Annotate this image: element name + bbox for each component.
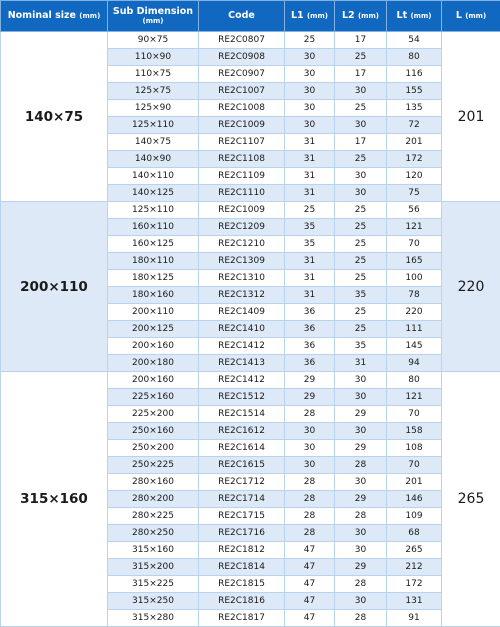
sub-dimension-cell: 280×160 <box>108 474 199 491</box>
l2-cell: 29 <box>335 491 387 508</box>
l1-cell: 25 <box>285 32 335 49</box>
table-row <box>1 372 500 389</box>
lt-cell: 220 <box>387 304 442 321</box>
header-l1-label: L1 <box>291 10 304 21</box>
code-cell: RE2C1412 <box>199 372 285 389</box>
code-cell: RE2C1815 <box>199 576 285 593</box>
header-nominal-unit: (mm) <box>79 12 100 20</box>
l2-cell: 25 <box>335 304 387 321</box>
lt-cell: 121 <box>387 219 442 236</box>
code-cell: RE2C1007 <box>199 83 285 100</box>
nominal-size-cell: 140×75 <box>1 32 108 202</box>
sub-dimension-cell: 250×200 <box>108 440 199 457</box>
lt-cell: 94 <box>387 355 442 372</box>
l2-cell: 29 <box>335 559 387 576</box>
lt-cell: 68 <box>387 525 442 542</box>
l1-cell: 28 <box>285 491 335 508</box>
code-cell: RE2C1310 <box>199 270 285 287</box>
lt-cell: 108 <box>387 440 442 457</box>
lt-cell: 80 <box>387 372 442 389</box>
l2-cell: 30 <box>335 525 387 542</box>
lt-cell: 100 <box>387 270 442 287</box>
l1-cell: 35 <box>285 219 335 236</box>
l1-cell: 31 <box>285 185 335 202</box>
code-cell: RE2C1109 <box>199 168 285 185</box>
l1-cell: 31 <box>285 151 335 168</box>
l1-cell: 35 <box>285 236 335 253</box>
l1-cell: 25 <box>285 202 335 219</box>
sub-dimension-cell: 280×225 <box>108 508 199 525</box>
l1-cell: 31 <box>285 287 335 304</box>
l2-cell: 28 <box>335 610 387 627</box>
l2-cell: 30 <box>335 593 387 610</box>
lt-cell: 80 <box>387 49 442 66</box>
l2-cell: 25 <box>335 270 387 287</box>
l1-cell: 28 <box>285 525 335 542</box>
l2-cell: 25 <box>335 100 387 117</box>
code-cell: RE2C1614 <box>199 440 285 457</box>
l2-cell: 35 <box>335 287 387 304</box>
code-cell: RE2C1413 <box>199 355 285 372</box>
lt-cell: 56 <box>387 202 442 219</box>
lt-cell: 120 <box>387 168 442 185</box>
code-cell: RE2C1716 <box>199 525 285 542</box>
sub-dimension-cell: 250×225 <box>108 457 199 474</box>
code-cell: RE2C1312 <box>199 287 285 304</box>
l1-cell: 30 <box>285 117 335 134</box>
l2-cell: 28 <box>335 508 387 525</box>
header-l2 <box>335 1 387 32</box>
lt-cell: 70 <box>387 457 442 474</box>
lt-cell: 201 <box>387 474 442 491</box>
l1-cell: 31 <box>285 134 335 151</box>
l2-cell: 30 <box>335 474 387 491</box>
code-cell: RE2C1612 <box>199 423 285 440</box>
l1-cell: 47 <box>285 542 335 559</box>
l2-cell: 25 <box>335 321 387 338</box>
l2-cell: 28 <box>335 457 387 474</box>
lt-cell: 172 <box>387 151 442 168</box>
lt-cell: 265 <box>387 542 442 559</box>
code-cell: RE2C1712 <box>199 474 285 491</box>
code-cell: RE2C1817 <box>199 610 285 627</box>
l2-cell: 25 <box>335 151 387 168</box>
l2-cell: 35 <box>335 338 387 355</box>
lt-cell: 146 <box>387 491 442 508</box>
lt-cell: 165 <box>387 253 442 270</box>
header-l-label: L <box>456 10 462 21</box>
header-l2-unit: (mm) <box>358 12 379 20</box>
code-cell: RE2C1110 <box>199 185 285 202</box>
l-value-cell: 201 <box>442 32 500 202</box>
lt-cell: 158 <box>387 423 442 440</box>
lt-cell: 70 <box>387 406 442 423</box>
l2-cell: 25 <box>335 202 387 219</box>
sub-dimension-cell: 160×125 <box>108 236 199 253</box>
lt-cell: 172 <box>387 576 442 593</box>
lt-cell: 91 <box>387 610 442 627</box>
l2-cell: 30 <box>335 423 387 440</box>
code-cell: RE2C1412 <box>199 338 285 355</box>
table-row <box>1 202 500 219</box>
l1-cell: 28 <box>285 508 335 525</box>
header-code-label: Code <box>228 10 255 21</box>
nominal-size-cell: 315×160 <box>1 372 108 627</box>
l1-cell: 31 <box>285 253 335 270</box>
code-cell: RE2C1009 <box>199 202 285 219</box>
sub-dimension-cell: 140×125 <box>108 185 199 202</box>
code-cell: RE2C1409 <box>199 304 285 321</box>
l1-cell: 31 <box>285 168 335 185</box>
sub-dimension-cell: 315×225 <box>108 576 199 593</box>
header-sub-label: Sub Dimension <box>113 6 193 17</box>
lt-cell: 145 <box>387 338 442 355</box>
l1-cell: 30 <box>285 423 335 440</box>
l2-cell: 29 <box>335 406 387 423</box>
header-l1 <box>285 1 335 32</box>
lt-cell: 70 <box>387 236 442 253</box>
l2-cell: 17 <box>335 134 387 151</box>
l1-cell: 47 <box>285 576 335 593</box>
l1-cell: 29 <box>285 389 335 406</box>
sub-dimension-cell: 110×90 <box>108 49 199 66</box>
l1-cell: 30 <box>285 66 335 83</box>
code-cell: RE2C1814 <box>199 559 285 576</box>
header-lt-unit: (mm) <box>410 12 431 20</box>
sub-dimension-cell: 160×110 <box>108 219 199 236</box>
code-cell: RE2C0907 <box>199 66 285 83</box>
l2-cell: 30 <box>335 83 387 100</box>
l2-cell: 28 <box>335 576 387 593</box>
code-cell: RE2C1108 <box>199 151 285 168</box>
lt-cell: 121 <box>387 389 442 406</box>
l2-cell: 30 <box>335 168 387 185</box>
l1-cell: 30 <box>285 100 335 117</box>
code-cell: RE2C1816 <box>199 593 285 610</box>
lt-cell: 78 <box>387 287 442 304</box>
sub-dimension-cell: 180×110 <box>108 253 199 270</box>
code-cell: RE2C1008 <box>199 100 285 117</box>
header-sub-unit: (mm) <box>108 17 198 25</box>
l2-cell: 31 <box>335 355 387 372</box>
code-cell: RE2C1714 <box>199 491 285 508</box>
table-body <box>1 32 500 627</box>
lt-cell: 212 <box>387 559 442 576</box>
l1-cell: 47 <box>285 610 335 627</box>
l2-cell: 30 <box>335 389 387 406</box>
sub-dimension-cell: 200×160 <box>108 338 199 355</box>
sub-dimension-cell: 140×75 <box>108 134 199 151</box>
lt-cell: 135 <box>387 100 442 117</box>
header-nominal-label: Nominal size <box>8 10 76 21</box>
code-cell: RE2C1107 <box>199 134 285 151</box>
lt-cell: 116 <box>387 66 442 83</box>
l2-cell: 30 <box>335 185 387 202</box>
sub-dimension-cell: 125×90 <box>108 100 199 117</box>
l2-cell: 25 <box>335 253 387 270</box>
sub-dimension-cell: 180×125 <box>108 270 199 287</box>
sub-dimension-cell: 315×200 <box>108 559 199 576</box>
l-value-cell: 265 <box>442 372 500 627</box>
l1-cell: 36 <box>285 338 335 355</box>
l2-cell: 17 <box>335 66 387 83</box>
lt-cell: 201 <box>387 134 442 151</box>
header-row <box>1 1 500 32</box>
sub-dimension-cell: 140×110 <box>108 168 199 185</box>
header-nominal-size <box>1 1 108 32</box>
code-cell: RE2C1615 <box>199 457 285 474</box>
l1-cell: 31 <box>285 270 335 287</box>
lt-cell: 75 <box>387 185 442 202</box>
sub-dimension-cell: 125×110 <box>108 202 199 219</box>
lt-cell: 131 <box>387 593 442 610</box>
code-cell: RE2C1209 <box>199 219 285 236</box>
header-code <box>199 1 285 32</box>
l2-cell: 25 <box>335 219 387 236</box>
sub-dimension-cell: 280×200 <box>108 491 199 508</box>
l2-cell: 30 <box>335 117 387 134</box>
code-cell: RE2C1210 <box>199 236 285 253</box>
lt-cell: 54 <box>387 32 442 49</box>
header-l2-label: L2 <box>342 10 355 21</box>
sub-dimension-cell: 200×110 <box>108 304 199 321</box>
l2-cell: 17 <box>335 32 387 49</box>
sub-dimension-cell: 315×280 <box>108 610 199 627</box>
l1-cell: 47 <box>285 593 335 610</box>
sub-dimension-cell: 200×180 <box>108 355 199 372</box>
sub-dimension-cell: 315×250 <box>108 593 199 610</box>
sub-dimension-cell: 200×160 <box>108 372 199 389</box>
l2-cell: 30 <box>335 542 387 559</box>
sub-dimension-cell: 90×75 <box>108 32 199 49</box>
header-l-unit: (mm) <box>465 12 486 20</box>
l2-cell: 25 <box>335 49 387 66</box>
l1-cell: 47 <box>285 559 335 576</box>
sub-dimension-cell: 140×90 <box>108 151 199 168</box>
lt-cell: 109 <box>387 508 442 525</box>
lt-cell: 111 <box>387 321 442 338</box>
header-l1-unit: (mm) <box>307 12 328 20</box>
l1-cell: 30 <box>285 83 335 100</box>
header-lt-label: Lt <box>397 10 408 21</box>
sub-dimension-cell: 315×160 <box>108 542 199 559</box>
nominal-size-cell: 200×110 <box>1 202 108 372</box>
l2-cell: 30 <box>335 372 387 389</box>
l1-cell: 28 <box>285 474 335 491</box>
sub-dimension-cell: 180×160 <box>108 287 199 304</box>
l1-cell: 30 <box>285 440 335 457</box>
header-sub-dimension <box>108 1 199 32</box>
header-lt <box>387 1 442 32</box>
sub-dimension-cell: 200×125 <box>108 321 199 338</box>
l1-cell: 36 <box>285 321 335 338</box>
code-cell: RE2C1715 <box>199 508 285 525</box>
table-row <box>1 32 500 49</box>
sub-dimension-cell: 280×250 <box>108 525 199 542</box>
l2-cell: 29 <box>335 440 387 457</box>
code-cell: RE2C1514 <box>199 406 285 423</box>
l1-cell: 36 <box>285 355 335 372</box>
code-cell: RE2C0807 <box>199 32 285 49</box>
sub-dimension-cell: 125×110 <box>108 117 199 134</box>
sub-dimension-cell: 125×75 <box>108 83 199 100</box>
l1-cell: 36 <box>285 304 335 321</box>
lt-cell: 72 <box>387 117 442 134</box>
code-cell: RE2C1512 <box>199 389 285 406</box>
sub-dimension-cell: 225×200 <box>108 406 199 423</box>
code-cell: RE2C1812 <box>199 542 285 559</box>
l1-cell: 30 <box>285 457 335 474</box>
code-cell: RE2C1410 <box>199 321 285 338</box>
header-l <box>442 1 500 32</box>
l1-cell: 30 <box>285 49 335 66</box>
sub-dimension-cell: 110×75 <box>108 66 199 83</box>
code-cell: RE2C0908 <box>199 49 285 66</box>
lt-cell: 155 <box>387 83 442 100</box>
sub-dimension-cell: 250×160 <box>108 423 199 440</box>
l2-cell: 25 <box>335 236 387 253</box>
l1-cell: 28 <box>285 406 335 423</box>
code-cell: RE2C1309 <box>199 253 285 270</box>
l-value-cell: 220 <box>442 202 500 372</box>
l1-cell: 29 <box>285 372 335 389</box>
sub-dimension-cell: 225×160 <box>108 389 199 406</box>
code-cell: RE2C1009 <box>199 117 285 134</box>
